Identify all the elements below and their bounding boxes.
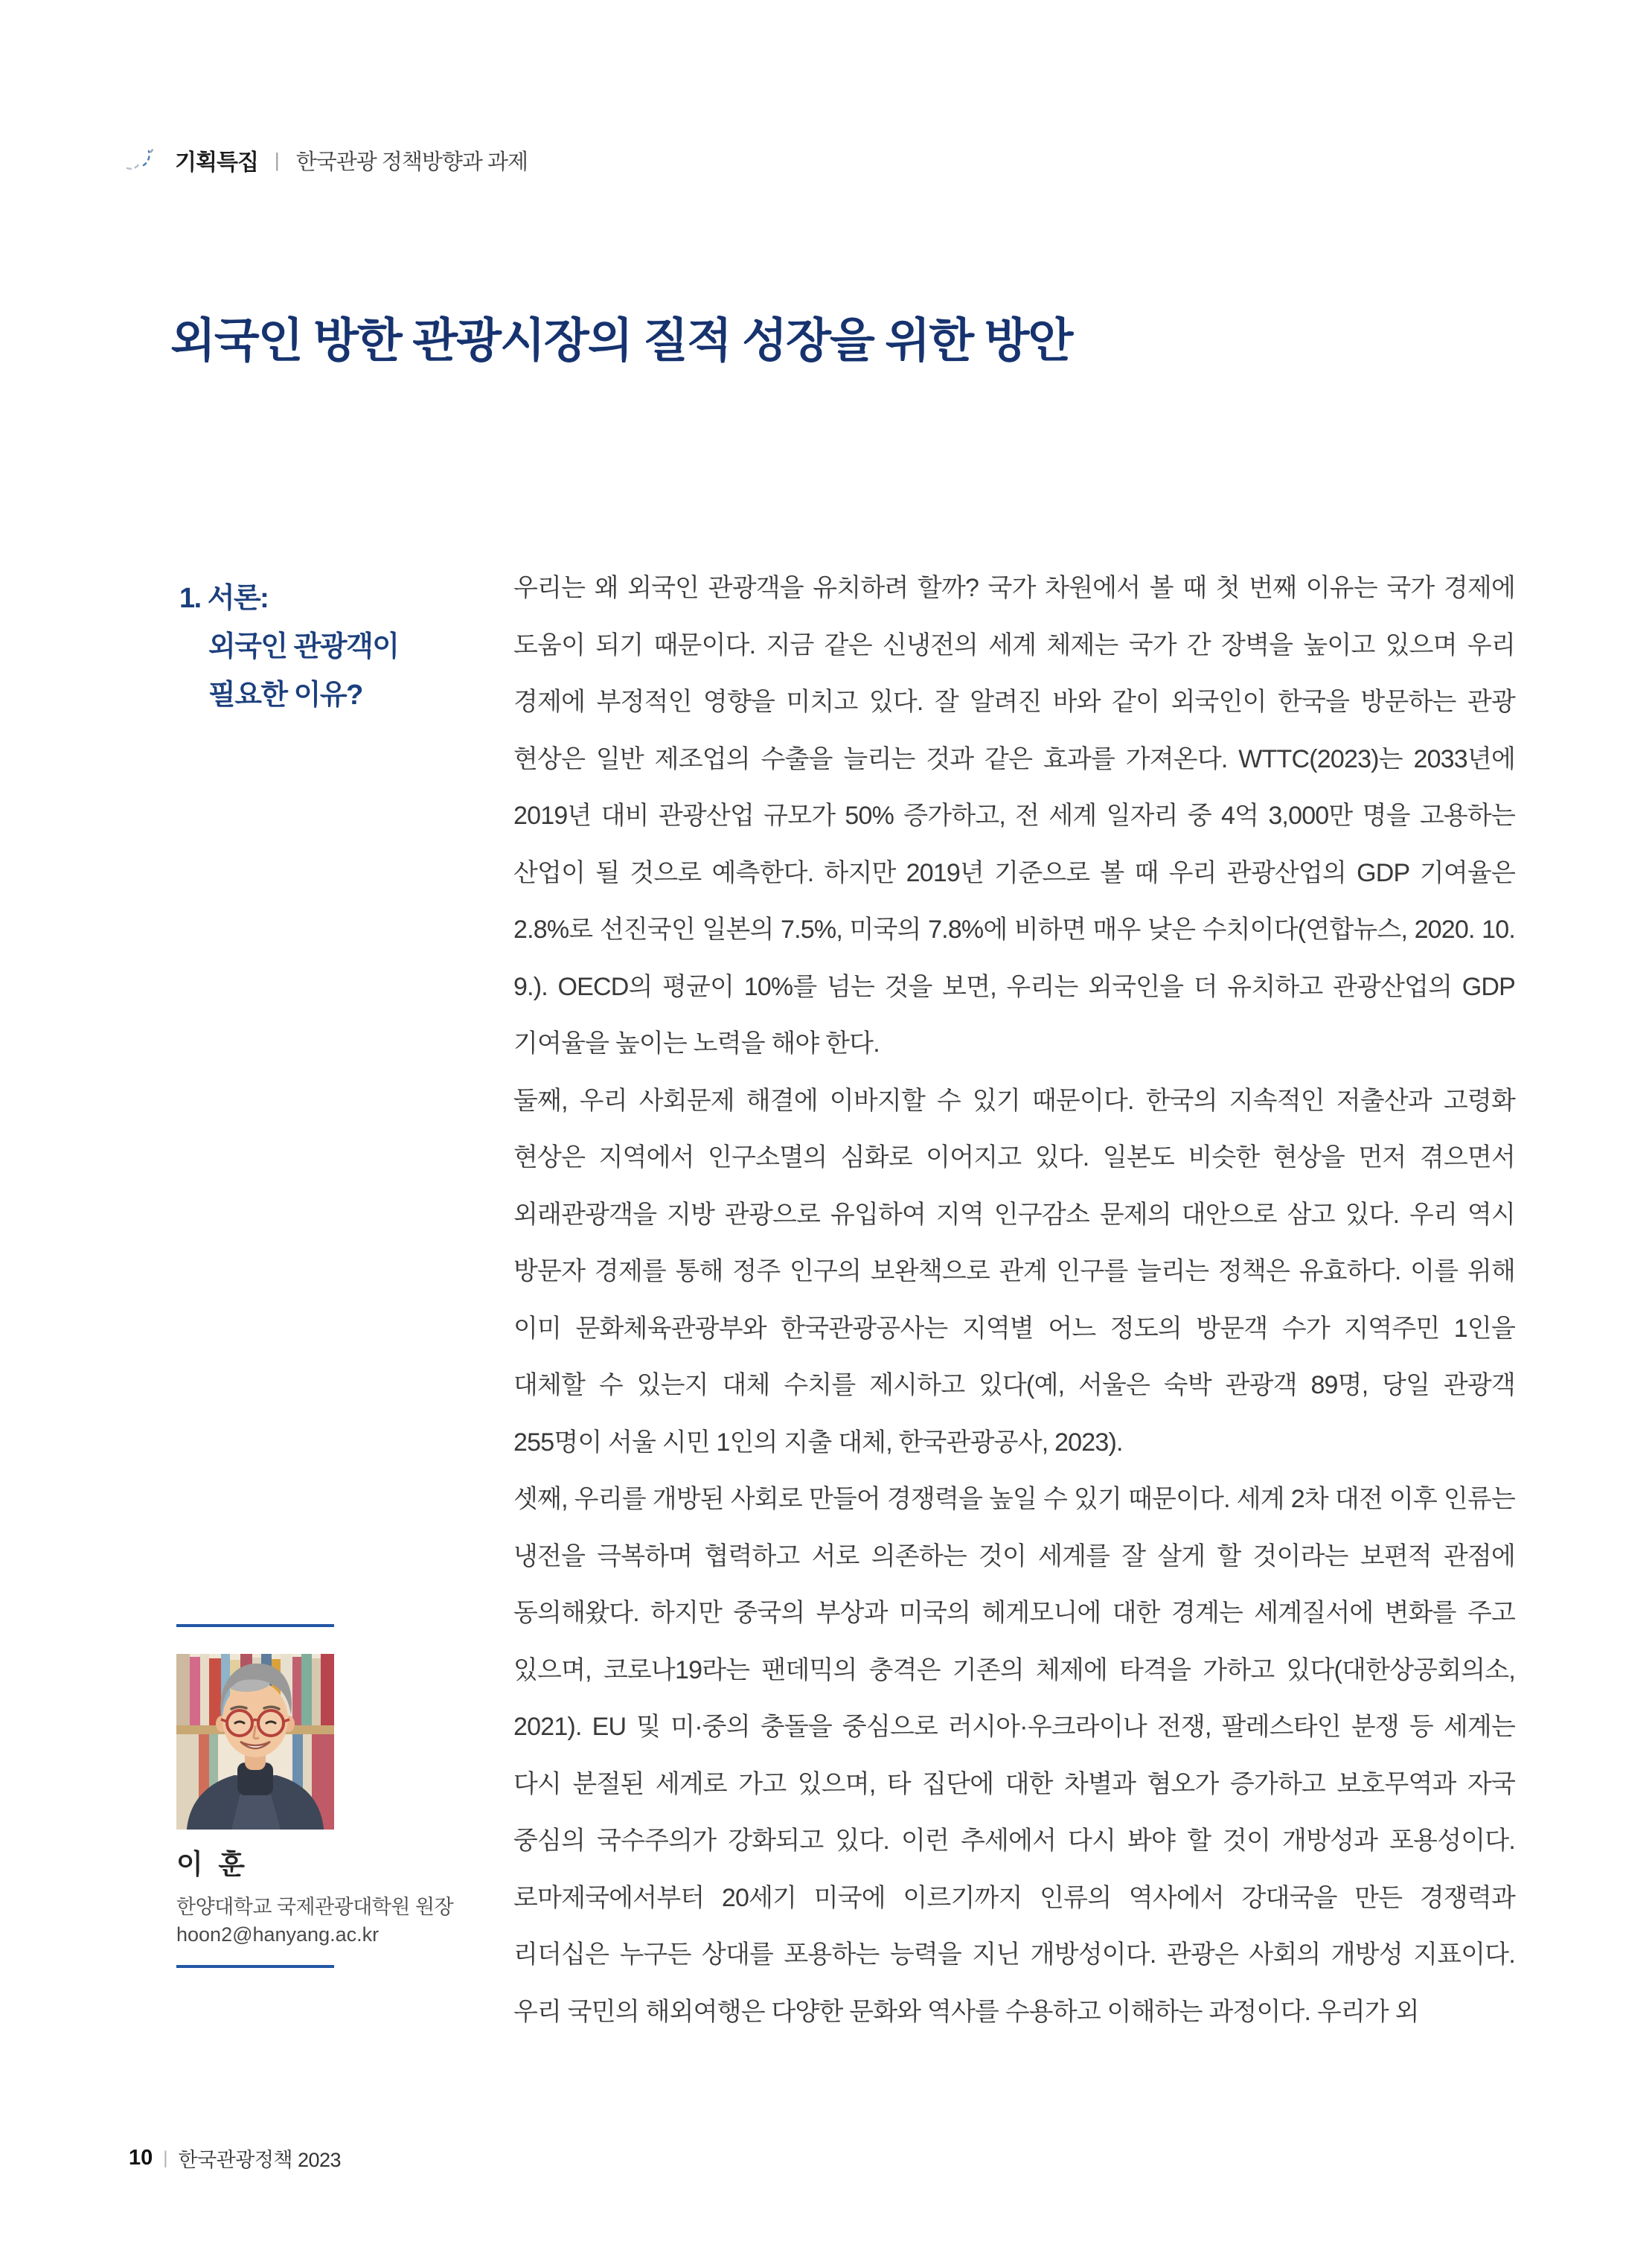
- page-footer: [129, 2144, 341, 2173]
- paragraph-1: 우리는 왜 외국인 관광객을 유치하려 할까? 국가 차원에서 볼 때 첫 번째 이유는 국가 경제에 도움이 되기 때문이다. 지금 같은 신냉전의 세계 체제는 국가 간 장벽을 높이고 있으며 우리 경제에 부정적인 영향을 미치고 있다. 잘 알려진 바와 같이 외국인이 한국을 방문하는 관광 현상은 일반 제조업의 수출을 늘리는 것과 같은 효과를 가져온다. WTTC(2023)는 2033년에 2019년 대비 관광산업 규모가 50% 증가하고, 전 세계 일자리 중 4억 3,000만 명을 고용하는 산업이 될 것으로 예측한다. 하지만 2019년 기준으로 볼 때 우리 관광산업의 GDP 기여율은 2.8%로 선진국인 일본의 7.5%, 미국의 7.8%에 비하면 매우 낮은 수치이다(연합뉴스, 2020. 10. 9.). OECD의 평균이 10%를 넘는 것을 보면, 우리는 외국인을 더 유치하고 관광산업의 GDP 기여율을 높이는 노력을 해야 한다.: [513, 574, 1515, 1058]
- feature-topic: 한국관광 정책방향과 과제: [295, 150, 528, 174]
- section-heading: [179, 575, 492, 720]
- section-heading-line1: 1. 서론:: [179, 583, 269, 614]
- paragraph-3: 셋째, 우리를 개방된 사회로 만들어 경쟁력을 높일 수 있기 때문이다. 세계 2차 대전 이후 인류는 냉전을 극복하며 협력하고 서로 의존하는 것이 세계를 잘 살게 할 것이라는 보편적 관점에 동의해왔다. 하지만 중국의 부상과 미국의 헤게모니에 대한 경계는 세계질서에 변화를 주고 있으며, 코로나19라는 팬데믹의 충격은 기존의 체제에 타격을 가하고 있다(대한상공회의소, 2021). EU 및 미·중의 충돌을 중심으로 러시아·우크라이나 전쟁, 팔레스타인 분쟁 등 세계는 다시 분절된 세계로 가고 있으며, 타 집단에 대한 차별과 혐오가 증가하고 보호무역과 자국 중심의 국수주의가 강화되고 있다. 이런 추세에서 다시 봐야 할 것이 개방성과 포용성이다. 로마제국에서부터 20세기 미국에 이르기까지 인류의 역사에서 강대국을 만든 경쟁력과 리더십은 누구든 상대를 포용하는 능력을 지닌 개방성이다. 관광은 사회의 개방성 지표이다. 우리 국민의 해외여행은 다양한 문화와 역사를 수용하고 이해하는 과정이다. 우리가 외: [513, 1485, 1515, 2026]
- page-number: 10: [129, 2146, 153, 2170]
- journal-name: 한국관광정책 2023: [178, 2149, 342, 2171]
- feature-tag: 기획특집: [175, 150, 258, 175]
- author-email: hoon2@hanyang.ac.kr: [176, 1923, 380, 1946]
- author-rule-bottom: [176, 1965, 334, 1968]
- deco-swirl-icon: [121, 143, 163, 177]
- header-divider: |: [274, 148, 280, 171]
- section-heading-line2: 외국인 관광객이: [208, 631, 399, 662]
- article-body: [513, 560, 1515, 2040]
- page-header: [121, 143, 528, 177]
- author-affiliation: 한양대학교 국제관광대학원 원장: [176, 1896, 454, 1918]
- section-heading-line3: 필요한 이유?: [208, 680, 362, 711]
- author-block: [176, 1624, 454, 1946]
- footer-divider: |: [163, 2147, 168, 2168]
- author-photo: [176, 1654, 334, 1830]
- paragraph-2: 둘째, 우리 사회문제 해결에 이바지할 수 있기 때문이다. 한국의 지속적인 저출산과 고령화 현상은 지역에서 인구소멸의 심화로 이어지고 있다. 일본도 비슷한 현상을 먼저 겪으면서 외래관광객을 지방 관광으로 유입하여 지역 인구감소 문제의 대안으로 삼고 있다. 우리 역시 방문자 경제를 통해 정주 인구의 보완책으로 관계 인구를 늘리는 정책은 유효하다. 이를 위해 이미 문화체육관광부와 한국관광공사는 지역별 어느 정도의 방문객 수가 지역주민 1인을 대체할 수 있는지 대체 수치를 제시하고 있다(예, 서울은 숙박 관광객 89명, 당일 관광객 255명이 서울 시민 1인의 지출 대체, 한국관광공사, 2023).: [513, 1086, 1515, 1457]
- author-name: 이 훈: [176, 1849, 246, 1879]
- article-title: 외국인 방한 관광시장의 질적 성장을 위한 방안: [170, 315, 1072, 367]
- author-rule-top: [176, 1624, 334, 1627]
